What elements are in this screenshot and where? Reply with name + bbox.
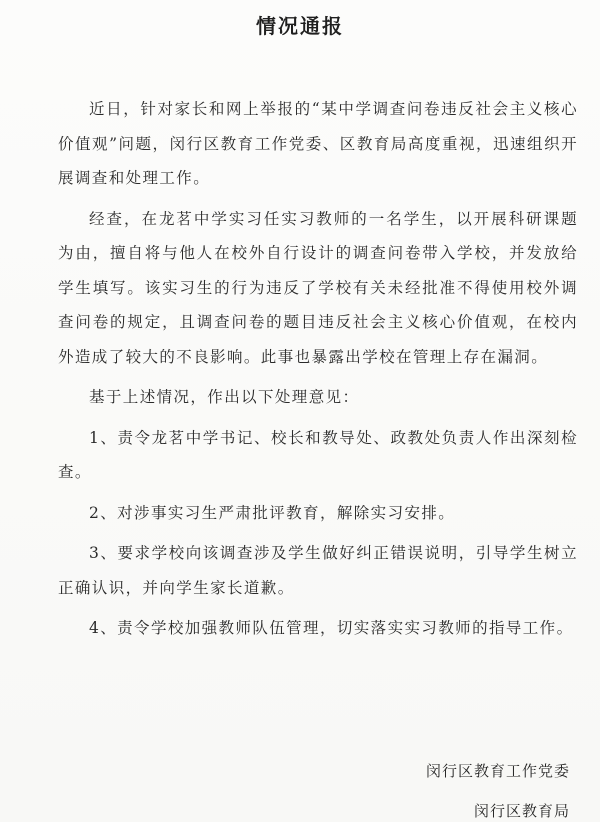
signature-education-bureau: 闵行区教育局 <box>473 802 570 820</box>
paragraph-intro: 近日，针对家长和网上举报的“某中学调查问卷违反社会主义核心价值观”问题，闵行区教育工作党委、区教育局高度重视，迅速组织开展调查和处理工作。 <box>58 100 578 187</box>
decision-item-1: 1、责令龙茗中学书记、校长和教导处、政教处负责人作出深刻检查。 <box>58 428 578 481</box>
paragraph-investigation: 经查，在龙茗中学实习任实习教师的一名学生，以开展科研课题为由，擅自将与他人在校外自行设计的调查问卷带入学校，并发放给学生填写。该实习生的行为违反了学校有关未经批准不得使用校外调查问卷的规定，且调查问卷的题目违反社会主义核心价值观，在校内外造成了较大的不良影响。此事也暴露出学校在管理上存在漏洞。 <box>58 209 578 366</box>
document-body <box>58 92 578 646</box>
document-title: 情况通报 <box>256 14 344 38</box>
decision-item-3: 3、要求学校向该调查涉及学生做好纠正错误说明，引导学生树立正确认识，并向学生家长道歉。 <box>58 544 578 597</box>
decision-item-2: 2、对涉事实习生严肃批评教育，解除实习安排。 <box>89 503 456 522</box>
signature-party-committee: 闵行区教育工作党委 <box>425 762 570 780</box>
paragraph-decision-lead: 基于上述情况，作出以下处理意见： <box>89 388 360 406</box>
decision-item-4: 4、责令学校加强教师队伍管理，切实落实实习教师的指导工作。 <box>89 619 574 637</box>
